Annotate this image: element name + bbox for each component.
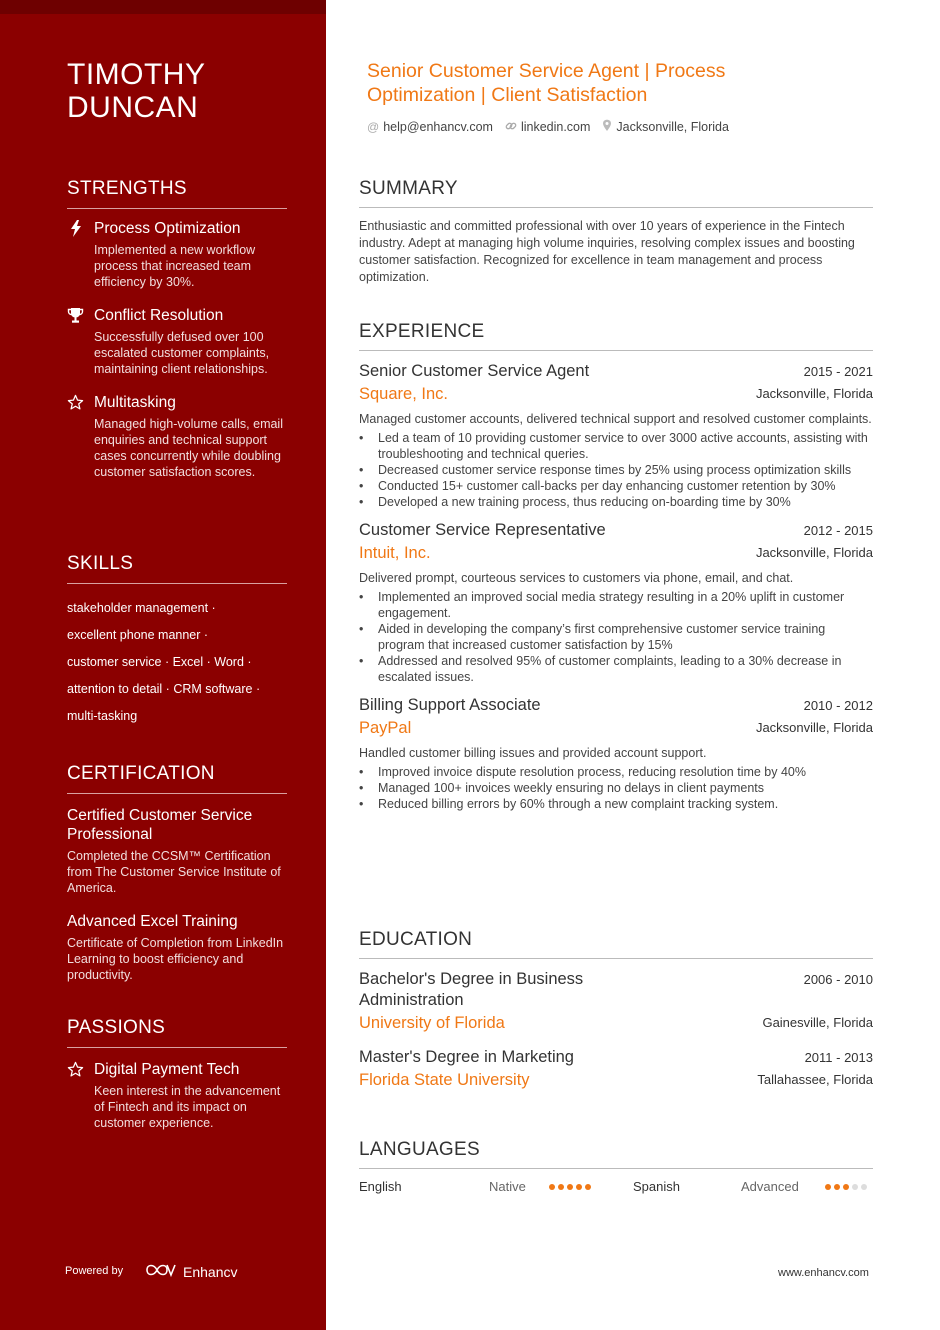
certification-desc: Certificate of Completion from LinkedIn Learning to boost efficiency and productivity. xyxy=(67,936,284,982)
job-location: Jacksonville, Florida xyxy=(755,720,873,735)
job-bullet: • Aided in developing the company’s first comprehensive customer service training program that increased customer satisfaction by 15% xyxy=(378,621,873,653)
powered-by-label: Powered by xyxy=(65,1265,124,1277)
summary-text: Enthusiastic and committed professional with over 10 years of experience in the Fintech industry. Adept at managing high volume inquiries, resolving complex issues and boosting customer satisfaction. Recognized for excellence in team management and process optimization. xyxy=(359,219,855,284)
summary-heading: SUMMARY xyxy=(359,178,873,208)
rating-dot xyxy=(843,1184,849,1190)
sidebar-top-band xyxy=(0,0,326,14)
education-degree: Master's Degree in Marketing xyxy=(359,1048,574,1066)
contact-location xyxy=(602,119,729,135)
strength-desc: Implemented a new workflow process that increased team efficiency by 30%. xyxy=(94,243,256,289)
job-company: PayPal xyxy=(359,719,412,737)
education-location: Gainesville, Florida xyxy=(762,1015,873,1030)
certification-title: Advanced Excel Training xyxy=(67,913,238,930)
candidate-name: TIMOTHY DUNCAN xyxy=(67,58,205,124)
rating-dot xyxy=(576,1184,582,1190)
rating-dot xyxy=(558,1184,564,1190)
lightning-icon xyxy=(67,220,84,237)
job-bullet: • Reduced billing errors by 60% through a new complaint tracking system. xyxy=(378,796,873,812)
job-location: Jacksonville, Florida xyxy=(755,545,873,560)
skill-line: customer service · Excel · Word · xyxy=(67,655,252,669)
skill-line: attention to detail · CRM software · xyxy=(67,682,261,696)
job-dates: 2015 - 2021 xyxy=(803,364,873,379)
education-entry xyxy=(359,1047,873,1092)
language-rating xyxy=(825,1184,867,1190)
link-icon xyxy=(505,120,517,135)
strength-item xyxy=(67,219,287,290)
job-company: Intuit, Inc. xyxy=(359,544,431,562)
contact-email[interactable] xyxy=(367,120,493,134)
language-name: Spanish xyxy=(633,1179,680,1194)
job-description: Delivered prompt, courteous services to customers via phone, email, and chat. xyxy=(359,571,794,585)
education-entry xyxy=(359,969,873,1035)
skill-line: multi-tasking xyxy=(67,709,138,723)
job-entry xyxy=(359,361,873,510)
at-icon: @ xyxy=(367,120,380,134)
passions-heading: PASSIONS xyxy=(67,1017,287,1048)
footer-url[interactable]: www.enhancv.com xyxy=(778,1267,869,1279)
job-bullet: • Decreased customer service response times by 25% using process optimization skills xyxy=(378,462,873,478)
strengths-heading: STRENGTHS xyxy=(67,178,287,209)
enhancv-logo[interactable] xyxy=(145,1262,237,1281)
passion-item xyxy=(67,1060,287,1131)
certification-item xyxy=(67,912,287,983)
strength-item xyxy=(67,306,287,377)
star-icon xyxy=(67,394,84,411)
job-role: Billing Support Associate xyxy=(359,696,541,714)
location-pin-icon xyxy=(602,119,612,135)
language-rating xyxy=(549,1184,633,1190)
strength-title: Process Optimization xyxy=(94,220,241,237)
enhancv-logo-icon xyxy=(145,1262,177,1281)
strength-item xyxy=(67,393,287,480)
skills-heading: SKILLS xyxy=(67,553,287,584)
language-name: English xyxy=(359,1179,402,1194)
certification-item xyxy=(67,806,287,896)
job-bullet: • Developed a new training process, thus reducing on-boarding time by 30% xyxy=(378,494,873,510)
job-bullets xyxy=(359,430,873,510)
job-description: Handled customer billing issues and provided account support. xyxy=(359,746,707,760)
strength-title: Multitasking xyxy=(94,394,176,411)
rating-dot xyxy=(825,1184,831,1190)
contact-linkedin[interactable] xyxy=(505,120,590,135)
education-school: Florida State University xyxy=(359,1071,530,1089)
linkedin-text: linkedin.com xyxy=(520,120,591,134)
job-entry xyxy=(359,695,873,812)
languages-section xyxy=(359,1139,873,1194)
education-location: Tallahassee, Florida xyxy=(757,1072,873,1087)
certification-desc: Completed the CCSM™ Certification from The Customer Service Institute of America. xyxy=(67,849,281,895)
job-bullet: • Improved invoice dispute resolution process, reducing resolution time by 40% xyxy=(378,764,873,780)
education-school: University of Florida xyxy=(359,1014,505,1032)
languages-row xyxy=(359,1179,873,1194)
experience-section xyxy=(359,321,873,822)
job-location: Jacksonville, Florida xyxy=(755,386,873,401)
rating-dot xyxy=(549,1184,555,1190)
job-dates: 2010 - 2012 xyxy=(803,698,873,713)
education-heading: EDUCATION xyxy=(359,929,873,959)
contact-bar xyxy=(367,119,729,135)
certification-heading: CERTIFICATION xyxy=(67,763,287,794)
job-description: Managed customer accounts, delivered technical support and resolved customer complaints. xyxy=(359,412,872,426)
sidebar xyxy=(0,0,326,1330)
trophy-icon xyxy=(67,307,84,324)
rating-dot xyxy=(861,1184,867,1190)
enhancv-brand: Enhancv xyxy=(183,1263,238,1280)
job-role: Customer Service Representative xyxy=(359,521,606,539)
passion-title: Digital Payment Tech xyxy=(94,1061,240,1078)
job-entry xyxy=(359,520,873,685)
email-text: help@enhancv.com xyxy=(383,120,493,134)
location-text: Jacksonville, Florida xyxy=(616,120,729,134)
job-bullet: • Led a team of 10 providing customer service to over 3000 active accounts, assisting with troubleshooting and technical queries. xyxy=(378,430,873,462)
language-level: Advanced xyxy=(741,1179,799,1194)
rating-dot xyxy=(834,1184,840,1190)
job-bullet: • Addressed and resolved 95% of customer complaints, leading to a 30% decrease in escalated issues. xyxy=(378,653,873,685)
star-icon xyxy=(67,1061,84,1078)
certification-section xyxy=(67,763,287,999)
summary-section xyxy=(359,178,873,286)
job-bullet: • Conducted 15+ customer call-backs per day enhancing customer retention by 30% xyxy=(378,478,873,494)
education-section xyxy=(359,929,873,1102)
job-bullet: • Managed 100+ invoices weekly ensuring no delays in client payments xyxy=(378,780,873,796)
job-bullet: • Implemented an improved social media strategy resulting in a 20% uplift in customer engagement. xyxy=(378,589,873,621)
strengths-section xyxy=(67,178,287,492)
certification-title: Certified Customer Service Professional xyxy=(67,807,253,843)
education-dates: 2006 - 2010 xyxy=(803,972,873,987)
strength-desc: Successfully defused over 100 escalated customer complaints, maintaining client relationships. xyxy=(94,330,270,376)
rating-dot xyxy=(567,1184,573,1190)
skills-section xyxy=(67,553,287,735)
education-dates: 2011 - 2013 xyxy=(804,1050,873,1065)
job-role: Senior Customer Service Agent xyxy=(359,362,590,380)
job-company: Square, Inc. xyxy=(359,385,448,403)
skill-line: stakeholder management · xyxy=(67,601,216,615)
skill-line: excellent phone manner · xyxy=(67,628,209,642)
job-dates: 2012 - 2015 xyxy=(803,523,873,538)
rating-dot xyxy=(585,1184,591,1190)
education-degree: Bachelor's Degree in Business Administration xyxy=(359,970,584,1009)
experience-heading: EXPERIENCE xyxy=(359,321,873,351)
language-level: Native xyxy=(489,1179,526,1194)
job-bullets xyxy=(359,589,873,685)
headline: Senior Customer Service Agent | Process Optimization | Client Satisfaction xyxy=(367,60,726,106)
strength-title: Conflict Resolution xyxy=(94,307,224,324)
passion-desc: Keen interest in the advancement of Fintech and its impact on customer experience. xyxy=(94,1084,281,1130)
languages-heading: LANGUAGES xyxy=(359,1139,873,1169)
passions-section xyxy=(67,1017,287,1143)
rating-dot xyxy=(852,1184,858,1190)
job-bullets xyxy=(359,764,873,812)
strength-desc: Managed high-volume calls, email enquiries and technical support cases concurrently while doubling customer satisfaction scores. xyxy=(94,417,283,479)
